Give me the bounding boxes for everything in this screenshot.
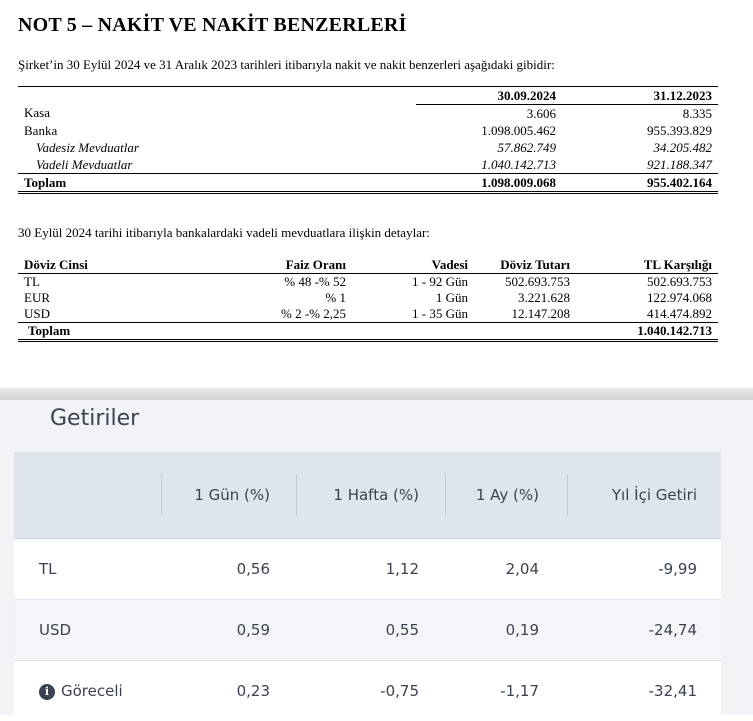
header-divider bbox=[161, 474, 162, 516]
table-row: i Göreceli 0,23 -0,75 -1,17 -32,41 bbox=[14, 661, 721, 721]
table-row: USD 0,59 0,55 0,19 -24,74 bbox=[14, 600, 721, 661]
table-row: USD % 2 -% 2,25 1 - 35 Gün 12.147.208 414.474.892 bbox=[24, 306, 712, 321]
note-intro: Şirket’in 30 Eylül 2024 ve 31 Aralık 2023 tarihleri itibarıyla nakit ve nakit benzerleri aşağıdaki gibidir: bbox=[18, 57, 555, 72]
cash-header-2024: 30.09.2024 bbox=[416, 87, 562, 105]
col-term: Vadesi bbox=[431, 257, 468, 272]
table-row: TL % 48 -% 52 1 - 92 Gün 502.693.753 502.693.753 bbox=[24, 274, 712, 289]
returns-panel bbox=[0, 400, 753, 715]
returns-table bbox=[14, 452, 721, 715]
total-row: Toplam 1.098.009.068 955.402.164 bbox=[18, 174, 718, 193]
info-icon[interactable]: i bbox=[39, 684, 55, 700]
table-row: EUR % 1 1 Gün 3.221.628 122.974.068 bbox=[24, 290, 712, 305]
col-1-week[interactable]: 1 Hafta (%) bbox=[333, 486, 419, 504]
header-divider bbox=[445, 474, 446, 516]
total-row: Toplam 1.040.142.713 bbox=[18, 323, 718, 341]
table-row: Vadesiz Mevduatlar 57.862.749 34.205.482 bbox=[36, 139, 712, 155]
row-label: i Göreceli bbox=[39, 661, 123, 721]
table-row: TL 0,56 1,12 2,04 -9,99 bbox=[14, 539, 721, 600]
table-row: Banka 1.098.005.462 955.393.829 bbox=[24, 122, 712, 138]
deposit-table bbox=[18, 257, 718, 342]
col-fx-amount: Döviz Tutarı bbox=[500, 257, 570, 272]
col-1-day[interactable]: 1 Gün (%) bbox=[194, 486, 270, 504]
cash-header-label bbox=[18, 87, 416, 105]
col-1-month[interactable]: 1 Ay (%) bbox=[475, 486, 539, 504]
table-row: Kasa 3.606 8.335 bbox=[24, 105, 712, 121]
row-label: TL bbox=[39, 560, 57, 578]
col-rate: Faiz Oranı bbox=[285, 257, 346, 272]
col-ytd-return[interactable]: Yıl İçi Getiri bbox=[611, 486, 697, 504]
table-row: Vadeli Mevduatlar 1.040.142.713 921.188.347 bbox=[36, 156, 712, 172]
panel-title: Getiriler bbox=[50, 406, 140, 431]
cash-header-2023: 31.12.2023 bbox=[562, 87, 718, 105]
table-header bbox=[14, 452, 721, 539]
col-currency: Döviz Cinsi bbox=[24, 257, 88, 272]
col-tl-equivalent: TL Karşılığı bbox=[643, 257, 712, 272]
cash-table bbox=[18, 86, 718, 194]
note-title: NOT 5 – NAKİT VE NAKİT BENZERLERİ bbox=[18, 14, 407, 36]
deposit-intro: 30 Eylül 2024 tarihi itibarıyla bankalardaki vadeli mevduatlara ilişkin detaylar: bbox=[18, 225, 430, 240]
header-divider bbox=[567, 474, 568, 516]
header-divider bbox=[296, 474, 297, 516]
row-label: USD bbox=[39, 621, 72, 639]
